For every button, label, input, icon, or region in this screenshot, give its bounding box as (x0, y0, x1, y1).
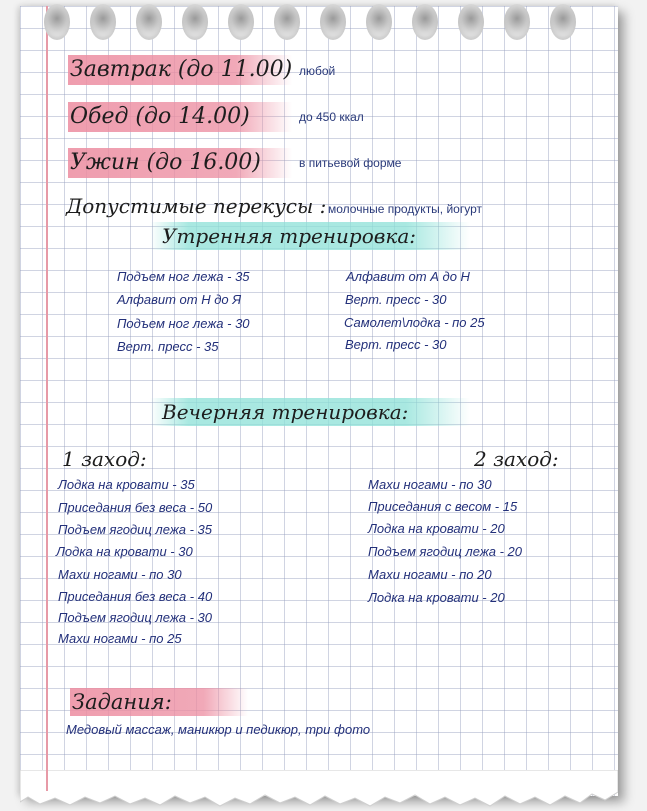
set1-item: Подъем ягодиц лежа - 35 (58, 522, 213, 537)
set2-item: Лодка на кровати - 20 (368, 521, 505, 536)
morning-left-item: Подъем ног лежа - 35 (117, 269, 250, 284)
binding-hole (550, 4, 576, 40)
snacks-heading: Допустимые перекусы : (66, 194, 327, 218)
set1-title: 1 заход: (62, 447, 147, 471)
morning-right-item: Верт. пресс - 30 (345, 292, 447, 307)
set1-item: Лодка на кровати - 30 (56, 544, 193, 559)
morning-left-item: Верт. пресс - 35 (117, 339, 219, 354)
dinner-heading: Ужин (до 16.00) (68, 148, 292, 178)
set1-item: Приседания без веса - 50 (58, 500, 213, 515)
tasks-heading: Задания: (70, 688, 248, 716)
morning-workout-title: Утренняя тренировка: (150, 222, 470, 250)
morning-left-item: Подъем ног лежа - 30 (117, 316, 250, 331)
set1-item: Лодка на кровати - 35 (58, 477, 195, 492)
set1-item: Махи ногами - по 30 (58, 567, 182, 582)
evening-workout-title: Вечерняя тренировка: (150, 398, 470, 426)
set2-item: Приседания с весом - 15 (368, 499, 518, 514)
binding-hole (90, 4, 116, 40)
set1-item: Приседания без веса - 40 (58, 589, 213, 604)
dinner-note: в питьевой форме (299, 156, 402, 170)
morning-right-item: Самолет\лодка - по 25 (344, 315, 485, 330)
set2-title: 2 заход: (474, 447, 559, 471)
breakfast-note: любой (299, 64, 336, 78)
set1-item: Подъем ягодиц лежа - 30 (58, 610, 213, 625)
set1-item: Махи ногами - по 25 (58, 631, 182, 646)
set2-item: Лодка на кровати - 20 (368, 590, 505, 605)
set2-item: Подъем ягодиц лежа - 20 (368, 544, 523, 559)
binding-hole (504, 4, 530, 40)
binding-hole (182, 4, 208, 40)
morning-right-item: Алфавит от А до Н (346, 269, 470, 284)
morning-right-item: Верт. пресс - 30 (345, 337, 447, 352)
morning-left-item: Алфавит от Н до Я (117, 292, 242, 307)
binding-hole (44, 4, 70, 40)
binding-hole (228, 4, 254, 40)
margin-line (46, 6, 48, 791)
torn-paper-edge (20, 770, 618, 811)
set2-item: Махи ногами - по 30 (368, 477, 492, 492)
breakfast-heading: Завтрак (до 11.00) (68, 55, 292, 85)
lunch-heading: Обед (до 14.00) (68, 102, 292, 132)
binding-hole (412, 4, 438, 40)
binding-hole (136, 4, 162, 40)
binding-hole (274, 4, 300, 40)
snacks-note: молочные продукты, йогурт (328, 202, 483, 216)
lunch-note: до 450 ккал (299, 110, 364, 124)
binding-hole (458, 4, 484, 40)
tasks-text: Медовый массаж, маникюр и педикюр, три фото (66, 722, 371, 737)
binding-hole (320, 4, 346, 40)
set2-item: Махи ногами - по 20 (368, 567, 492, 582)
binding-hole (366, 4, 392, 40)
